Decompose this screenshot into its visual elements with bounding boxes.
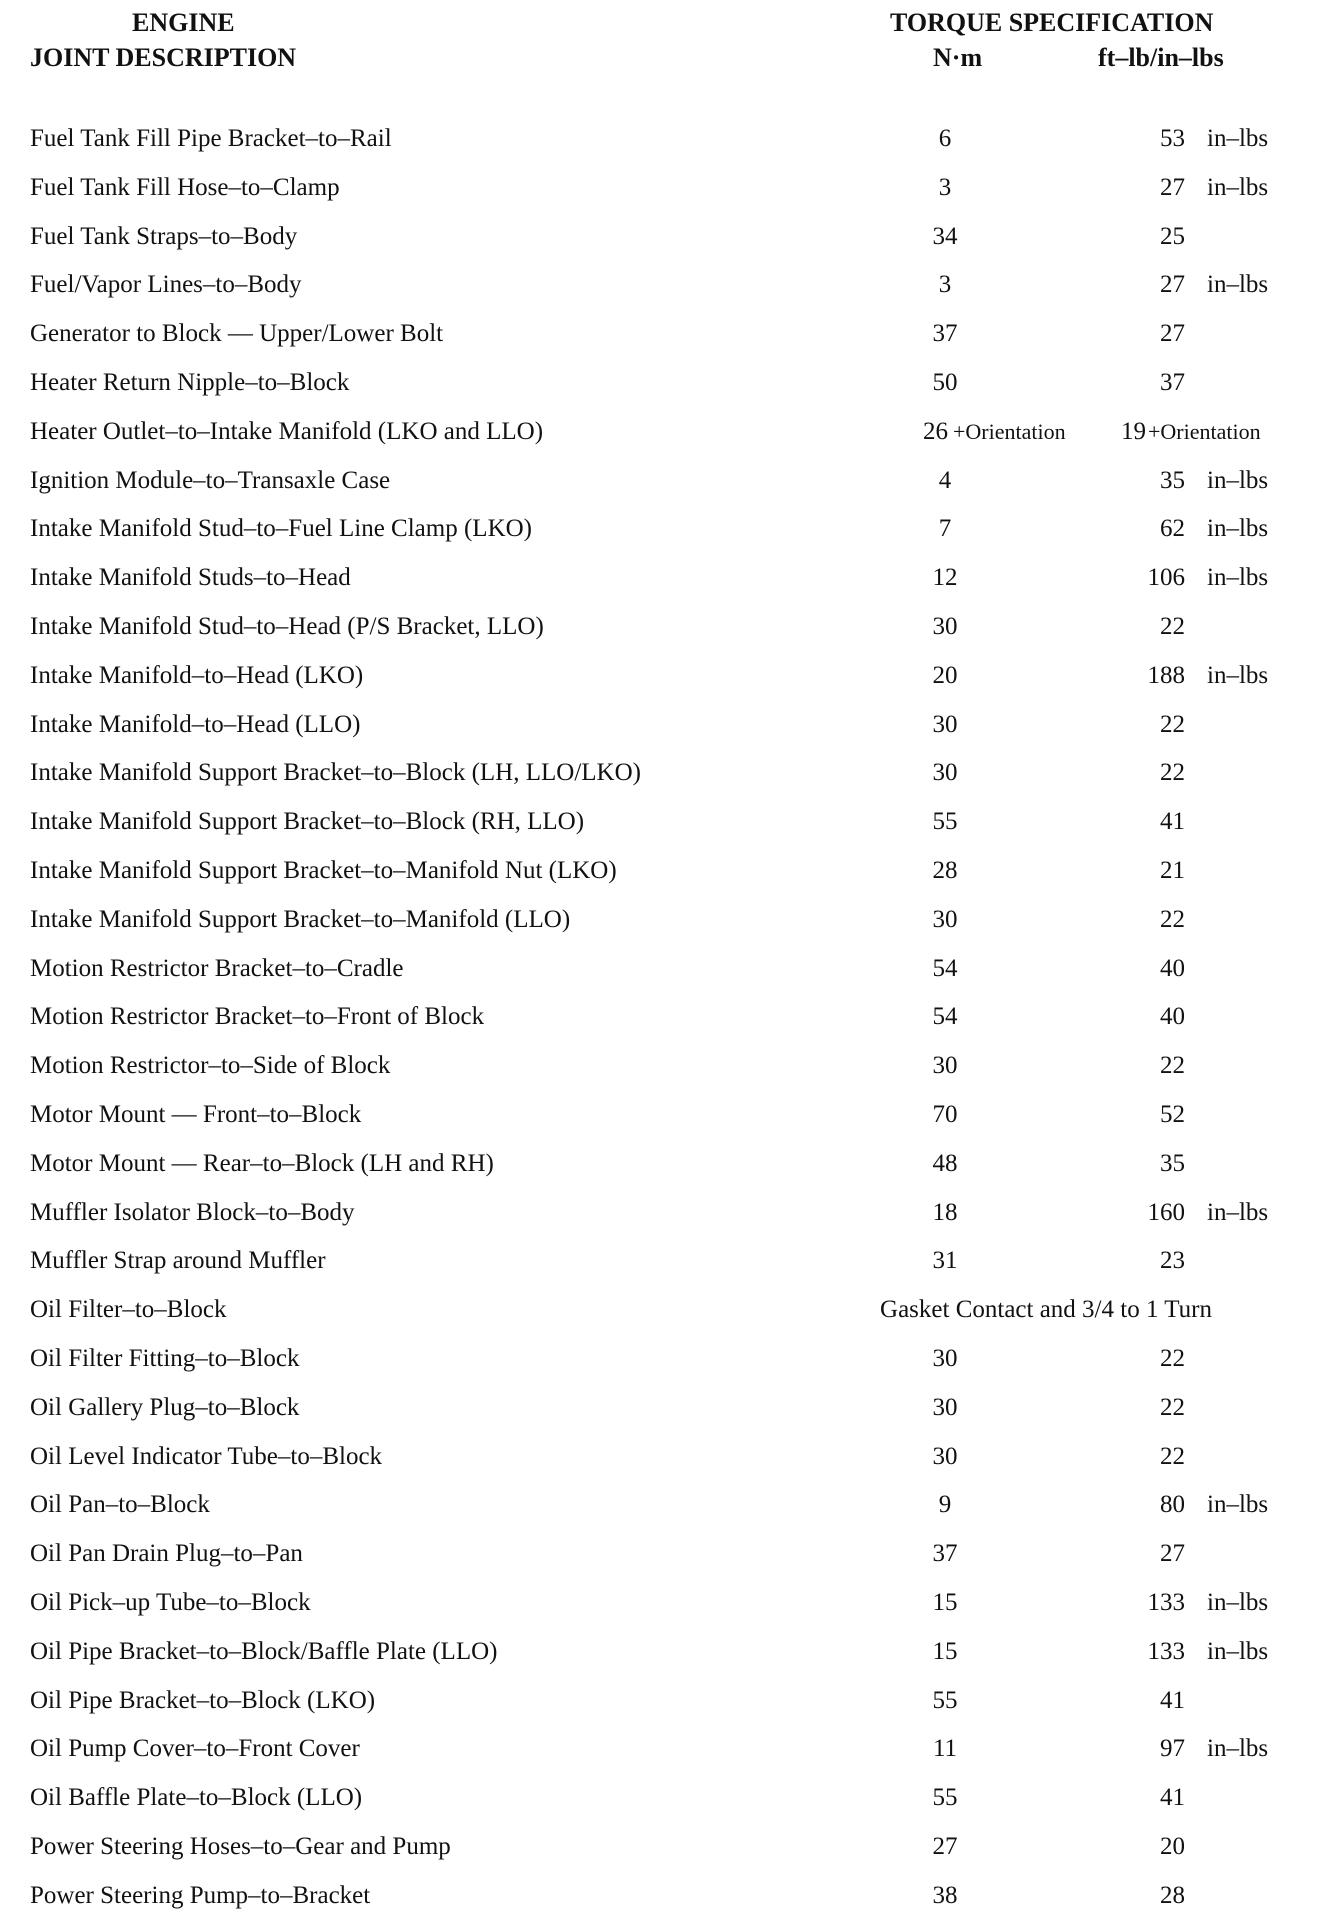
ftlb-value-cell: 133 xyxy=(1147,1637,1185,1665)
header-ftlb-column: ft–lb/in–lbs xyxy=(1098,43,1224,72)
ftlb-value-cell: 27 xyxy=(1160,1540,1185,1568)
nm-orientation-note: +Orientation xyxy=(953,418,1066,444)
table-row xyxy=(0,310,1344,359)
unit-label: in–lbs xyxy=(1207,1588,1269,1616)
joint-description-cell: Ignition Module–to–Transaxle Case xyxy=(30,466,391,494)
joint-description-cell: Oil Gallery Plug–to–Block xyxy=(30,1393,300,1421)
nm-value-cell: 30 xyxy=(932,759,958,787)
table-row xyxy=(0,457,1344,506)
table-row xyxy=(0,603,1344,652)
nm-value-cell: 30 xyxy=(932,1442,958,1470)
joint-description-cell: Intake Manifold Support Bracket–to–Manifold Nut (LKO) xyxy=(30,856,617,884)
joint-description-cell: Heater Return Nipple–to–Block xyxy=(30,368,350,396)
joint-description-cell: Intake Manifold Support Bracket–to–Block (RH, LLO) xyxy=(30,808,585,836)
table-row xyxy=(0,1823,1344,1872)
nm-value-cell: 34 xyxy=(932,222,958,250)
ftlb-value-cell: 22 xyxy=(1160,612,1185,640)
nm-value-cell: 6 xyxy=(938,125,952,152)
table-row xyxy=(0,1774,1344,1823)
nm-value-cell: 70 xyxy=(932,1100,958,1128)
joint-description-cell: Intake Manifold Support Bracket–to–Block (LH, LLO/LKO) xyxy=(30,759,641,787)
nm-value-cell: 54 xyxy=(932,1003,958,1031)
table-row xyxy=(0,1189,1344,1238)
unit-label: in–lbs xyxy=(1207,173,1269,201)
table-row xyxy=(0,1091,1344,1140)
unit-label: in–lbs xyxy=(1207,125,1269,152)
joint-description-cell: Oil Pan Drain Plug–to–Pan xyxy=(30,1540,303,1568)
nm-value-cell: 38 xyxy=(932,1881,958,1909)
table-row xyxy=(0,847,1344,896)
ftlb-value-cell: 97 xyxy=(1160,1735,1185,1763)
joint-description-cell: Power Steering Hoses–to–Gear and Pump xyxy=(30,1832,451,1860)
nm-value-cell: 30 xyxy=(932,1344,958,1372)
unit-label: in–lbs xyxy=(1207,1735,1269,1763)
ftlb-orientation-note: +Orientation xyxy=(1148,418,1261,444)
nm-value-cell: 28 xyxy=(932,856,958,884)
table-row xyxy=(0,164,1344,213)
nm-value-cell: 30 xyxy=(932,905,958,933)
table-row xyxy=(0,261,1344,310)
table-row xyxy=(0,749,1344,798)
table-row xyxy=(0,554,1344,603)
table-row xyxy=(0,1237,1344,1286)
nm-value-cell: 9 xyxy=(938,1491,952,1519)
nm-value-cell: 37 xyxy=(932,1540,958,1568)
joint-description-cell: Heater Outlet–to–Intake Manifold (LKO and LLO) xyxy=(30,417,544,445)
table-row xyxy=(0,1335,1344,1384)
joint-description-cell: Fuel Tank Fill Pipe Bracket–to–Rail xyxy=(30,125,392,152)
ftlb-value-cell: 22 xyxy=(1160,1344,1185,1372)
ftlb-value-cell: 27 xyxy=(1160,271,1185,299)
ftlb-value-cell: 53 xyxy=(1160,125,1185,152)
table-row xyxy=(0,115,1344,164)
nm-value-cell: 30 xyxy=(932,1393,958,1421)
joint-description-cell: Motion Restrictor Bracket–to–Cradle xyxy=(30,954,404,982)
table-row xyxy=(0,1140,1344,1189)
joint-description-cell: Fuel Tank Straps–to–Body xyxy=(30,222,298,250)
ftlb-value-cell: 28 xyxy=(1160,1881,1185,1909)
ftlb-value-cell: 22 xyxy=(1160,1052,1185,1080)
joint-description-cell: Intake Manifold–to–Head (LLO) xyxy=(30,710,361,738)
unit-label: in–lbs xyxy=(1207,271,1269,299)
joint-description-cell: Generator to Block — Upper/Lower Bolt xyxy=(30,320,444,348)
nm-value-cell: 20 xyxy=(932,661,958,689)
table-row xyxy=(0,652,1344,701)
ftlb-value-cell: 35 xyxy=(1160,1149,1185,1177)
ftlb-value-cell: 41 xyxy=(1160,1784,1185,1812)
joint-description-cell: Muffler Strap around Muffler xyxy=(30,1247,326,1275)
joint-description-cell: Intake Manifold Stud–to–Fuel Line Clamp (LKO) xyxy=(30,515,533,543)
joint-description-cell: Power Steering Pump–to–Bracket xyxy=(30,1881,371,1909)
nm-value-cell: 30 xyxy=(932,1052,958,1080)
nm-value-cell: 55 xyxy=(932,1686,958,1714)
nm-value-cell: 12 xyxy=(932,564,958,592)
joint-description-cell: Intake Manifold–to–Head (LKO) xyxy=(30,661,364,689)
ftlb-value-cell: 106 xyxy=(1147,564,1185,592)
special-instruction-cell: Gasket Contact and 3/4 to 1 Turn xyxy=(880,1296,1212,1324)
ftlb-value-cell: 20 xyxy=(1160,1832,1185,1860)
header-joint-description: JOINT DESCRIPTION xyxy=(30,43,297,72)
nm-value-cell: 54 xyxy=(932,954,958,982)
ftlb-value-cell: 35 xyxy=(1160,466,1185,494)
table-row xyxy=(0,701,1344,750)
nm-value-cell: 7 xyxy=(938,515,952,543)
ftlb-value-cell: 19 xyxy=(1121,417,1146,445)
nm-value-cell: 26 xyxy=(923,417,948,445)
ftlb-value-cell: 133 xyxy=(1147,1588,1185,1616)
table-row xyxy=(0,1286,1344,1335)
joint-description-cell: Oil Baffle Plate–to–Block (LLO) xyxy=(30,1784,363,1812)
unit-label: in–lbs xyxy=(1207,1637,1269,1665)
table-row xyxy=(0,798,1344,847)
ftlb-value-cell: 22 xyxy=(1160,710,1185,738)
table-row xyxy=(0,359,1344,408)
ftlb-value-cell: 41 xyxy=(1160,808,1185,836)
ftlb-value-cell: 188 xyxy=(1147,661,1185,689)
nm-value-cell: 15 xyxy=(932,1637,958,1665)
ftlb-value-cell: 21 xyxy=(1160,856,1185,884)
nm-value-cell: 37 xyxy=(932,320,958,348)
ftlb-value-cell: 52 xyxy=(1160,1100,1185,1128)
joint-description-cell: Intake Manifold Stud–to–Head (P/S Bracket, LLO) xyxy=(30,612,544,640)
unit-label: in–lbs xyxy=(1207,564,1269,592)
nm-value-cell: 15 xyxy=(932,1588,958,1616)
joint-description-cell: Motion Restrictor–to–Side of Block xyxy=(30,1052,391,1080)
table-row xyxy=(0,1481,1344,1530)
joint-description-cell: Oil Pan–to–Block xyxy=(30,1491,210,1519)
ftlb-value-cell: 62 xyxy=(1160,515,1185,543)
joint-description-cell: Oil Pipe Bracket–to–Block/Baffle Plate (LLO) xyxy=(30,1637,498,1665)
table-row xyxy=(0,213,1344,262)
ftlb-value-cell: 22 xyxy=(1160,759,1185,787)
unit-label: in–lbs xyxy=(1207,1198,1269,1226)
joint-description-cell: Intake Manifold Studs–to–Head xyxy=(30,564,351,592)
ftlb-value-cell: 41 xyxy=(1160,1686,1185,1714)
table-row xyxy=(0,1530,1344,1579)
joint-description-cell: Fuel Tank Fill Hose–to–Clamp xyxy=(30,173,340,201)
table-row xyxy=(0,993,1344,1042)
header-engine: ENGINE xyxy=(132,8,235,37)
ftlb-value-cell: 22 xyxy=(1160,1442,1185,1470)
nm-value-cell: 30 xyxy=(932,710,958,738)
ftlb-value-cell: 40 xyxy=(1160,954,1185,982)
table-row xyxy=(0,1433,1344,1482)
nm-value-cell: 4 xyxy=(938,466,952,494)
joint-description-cell: Oil Pipe Bracket–to–Block (LKO) xyxy=(30,1686,376,1714)
unit-label: in–lbs xyxy=(1207,515,1269,543)
nm-value-cell: 55 xyxy=(932,1784,958,1812)
nm-value-cell: 3 xyxy=(938,271,952,299)
joint-description-cell: Motor Mount — Rear–to–Block (LH and RH) xyxy=(30,1149,494,1177)
joint-description-cell: Oil Pump Cover–to–Front Cover xyxy=(30,1735,360,1763)
table-row xyxy=(0,945,1344,994)
table-row xyxy=(0,1042,1344,1091)
nm-value-cell: 30 xyxy=(932,612,958,640)
ftlb-value-cell: 25 xyxy=(1160,222,1185,250)
nm-value-cell: 31 xyxy=(932,1247,958,1275)
ftlb-value-cell: 80 xyxy=(1160,1491,1185,1519)
table-row xyxy=(0,505,1344,554)
joint-description-cell: Oil Filter Fitting–to–Block xyxy=(30,1344,300,1372)
nm-value-cell: 27 xyxy=(932,1832,958,1860)
table-row xyxy=(0,1384,1344,1433)
joint-description-cell: Intake Manifold Support Bracket–to–Manifold (LLO) xyxy=(30,905,571,933)
nm-value-cell: 11 xyxy=(932,1735,958,1763)
header-nm-column: N·m xyxy=(933,43,983,72)
table-row xyxy=(0,1725,1344,1774)
ftlb-value-cell: 27 xyxy=(1160,320,1185,348)
torque-table xyxy=(0,115,1344,1920)
nm-value-cell: 50 xyxy=(932,368,958,396)
joint-description-cell: Oil Level Indicator Tube–to–Block xyxy=(30,1442,383,1470)
table-row xyxy=(0,896,1344,945)
nm-value-cell: 55 xyxy=(932,808,958,836)
nm-value-cell: 48 xyxy=(932,1149,958,1177)
ftlb-value-cell: 37 xyxy=(1160,368,1185,396)
nm-value-cell: 18 xyxy=(932,1198,958,1226)
ftlb-value-cell: 160 xyxy=(1147,1198,1185,1226)
ftlb-value-cell: 23 xyxy=(1160,1247,1185,1275)
header-torque-specification: TORQUE SPECIFICATION xyxy=(890,8,1214,37)
joint-description-cell: Motion Restrictor Bracket–to–Front of Block xyxy=(30,1003,485,1031)
unit-label: in–lbs xyxy=(1207,1491,1269,1519)
joint-description-cell: Oil Pick–up Tube–to–Block xyxy=(30,1588,311,1616)
table-row xyxy=(0,1579,1344,1628)
joint-description-cell: Muffler Isolator Block–to–Body xyxy=(30,1198,355,1226)
table-row xyxy=(0,1677,1344,1726)
ftlb-value-cell: 40 xyxy=(1160,1003,1185,1031)
ftlb-value-cell: 22 xyxy=(1160,1393,1185,1421)
table-row xyxy=(0,1872,1344,1920)
unit-label: in–lbs xyxy=(1207,661,1269,689)
ftlb-value-cell: 22 xyxy=(1160,905,1185,933)
joint-description-cell: Fuel/Vapor Lines–to–Body xyxy=(30,271,302,299)
ftlb-value-cell: 27 xyxy=(1160,173,1185,201)
unit-label: in–lbs xyxy=(1207,466,1269,494)
table-row xyxy=(0,408,1344,457)
table-row xyxy=(0,1628,1344,1677)
nm-value-cell: 3 xyxy=(938,173,952,201)
joint-description-cell: Motor Mount — Front–to–Block xyxy=(30,1100,362,1128)
joint-description-cell: Oil Filter–to–Block xyxy=(30,1296,227,1324)
